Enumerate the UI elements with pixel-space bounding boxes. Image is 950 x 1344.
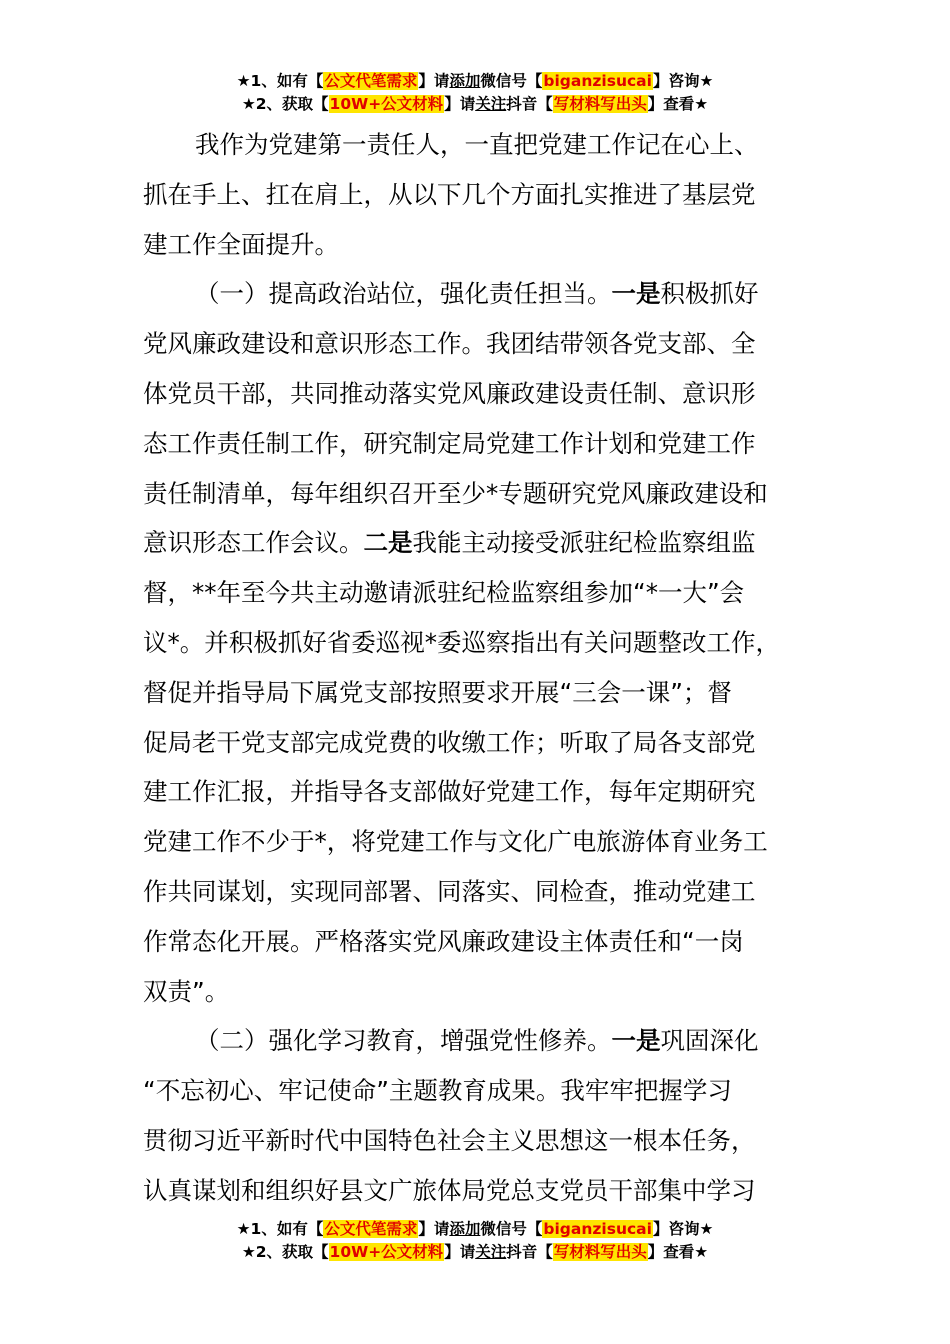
text-run: 意识形态工作会议。 xyxy=(143,528,364,558)
header-line-2 xyxy=(0,93,950,116)
header-line-1 xyxy=(0,70,950,93)
text-run: 巩固深化 xyxy=(660,1026,759,1056)
text-line: 党风廉政建设和意识形态工作。我团结带领各党支部、全 xyxy=(143,329,756,359)
header-line-2-mid: 】请 xyxy=(444,95,476,113)
text-line: 认真谋划和组织好县文广旅体局党总支党员干部集中学习 xyxy=(143,1175,756,1205)
footer-line-1-mid: 】请 xyxy=(418,1220,450,1238)
header-line-2-underline: 关注 xyxy=(475,95,507,113)
header-line-1-mid2: 微信号【 xyxy=(480,72,543,90)
header-line-1-prefix: ★1、如有【 xyxy=(236,72,324,90)
text-line: 建工作汇报，并指导各支部做好党建工作，每年定期研究 xyxy=(143,777,756,807)
text-line: 作共同谋划，实现同部署、同落实、同检查，推动党建工 xyxy=(143,876,756,906)
footer-line-2-underline: 关注 xyxy=(475,1243,507,1261)
text-line: 督，**年至今共主动邀请派驻纪检监察组参加“*一大”会 xyxy=(143,578,745,608)
text-line: 促局老干党支部完成党费的收缴工作；听取了局各支部党 xyxy=(143,727,756,757)
paragraph-section-2 xyxy=(143,1016,807,1215)
text-line: 责任制清单，每年组织召开至少*专题研究党风廉政建设和 xyxy=(143,478,768,508)
header-line-2-mid2: 抖音【 xyxy=(506,95,553,113)
text-line: 双责”。 xyxy=(143,976,230,1006)
text-run: 积极抓好 xyxy=(660,279,759,309)
header-line-1-highlight-service: 公文代笔需求 xyxy=(324,72,418,90)
text-line: 建工作全面提升。 xyxy=(143,229,339,259)
header-line-2-highlight-materials: 10W+公文材料 xyxy=(329,95,444,113)
footer-line-2 xyxy=(0,1241,950,1264)
footer-line-2-prefix: ★2、获取【 xyxy=(241,1243,329,1261)
section-2-heading-line xyxy=(143,1016,807,1066)
footer-line-1-prefix: ★1、如有【 xyxy=(236,1220,324,1238)
header-line-2-highlight-douyin: 写材料写出头 xyxy=(553,95,647,113)
footer-line-2-suffix: 】查看★ xyxy=(647,1243,709,1261)
footer-banner xyxy=(0,1218,950,1264)
paragraph-intro xyxy=(143,120,807,269)
footer-line-2-highlight-douyin: 写材料写出头 xyxy=(553,1243,647,1261)
header-line-1-highlight-wechat: biganzisucai xyxy=(543,72,652,90)
point-one-label: 一是 xyxy=(611,279,661,309)
section-1-heading: （一）提高政治站位，强化责任担当。 xyxy=(195,279,612,309)
section-2-heading: （二）强化学习教育，增强党性修养。 xyxy=(195,1026,612,1056)
text-line-point-two xyxy=(143,518,807,568)
paragraph-section-1 xyxy=(143,269,807,1016)
header-banner xyxy=(0,70,950,116)
document-body xyxy=(143,120,807,1216)
footer-line-2-mid: 】请 xyxy=(444,1243,476,1261)
text-line: 态工作责任制工作，研究制定局党建工作计划和党建工作 xyxy=(143,428,756,458)
text-line: “不忘初心、牢记使命”主题教育成果。我牢牢把握学习 xyxy=(143,1076,732,1106)
text-run: 我能主动接受派驻纪检监察组监 xyxy=(412,528,756,558)
footer-line-1-mid2: 微信号【 xyxy=(480,1220,543,1238)
text-line: 抓在手上、扛在肩上，从以下几个方面扎实推进了基层党 xyxy=(143,179,756,209)
text-line: 体党员干部，共同推动落实党风廉政建设责任制、意识形 xyxy=(143,378,756,408)
text-line: 督促并指导局下属党支部按照要求开展“三会一课”；督 xyxy=(143,677,732,707)
footer-line-2-mid2: 抖音【 xyxy=(506,1243,553,1261)
text-line: 党建工作不少于*，将党建工作与文化广电旅游体育业务工 xyxy=(143,827,768,857)
text-line: 议*。并积极抓好省委巡视*委巡察指出有关问题整改工作， xyxy=(143,627,780,657)
section-1-heading-line xyxy=(143,269,807,319)
point-two-label: 二是 xyxy=(363,528,413,558)
header-line-1-mid: 】请 xyxy=(418,72,450,90)
header-line-1-underline: 添加 xyxy=(449,72,481,90)
footer-line-2-highlight-materials: 10W+公文材料 xyxy=(329,1243,444,1261)
footer-line-1 xyxy=(0,1218,950,1241)
text-line: 我作为党建第一责任人，一直把党建工作记在心上、 xyxy=(195,130,759,159)
point-one-label: 一是 xyxy=(611,1026,661,1056)
header-line-2-prefix: ★2、获取【 xyxy=(241,95,329,113)
footer-line-1-highlight-wechat: biganzisucai xyxy=(543,1220,652,1238)
header-line-2-suffix: 】查看★ xyxy=(647,95,709,113)
footer-line-1-suffix: 】咨询★ xyxy=(652,1220,714,1238)
text-line: 贯彻习近平新时代中国特色社会主义思想这一根本任务， xyxy=(143,1125,756,1155)
header-line-1-suffix: 】咨询★ xyxy=(652,72,714,90)
footer-line-1-highlight-service: 公文代笔需求 xyxy=(324,1220,418,1238)
text-line: 作常态化开展。严格落实党风廉政建设主体责任和“一岗 xyxy=(143,926,744,956)
footer-line-1-underline: 添加 xyxy=(449,1220,481,1238)
